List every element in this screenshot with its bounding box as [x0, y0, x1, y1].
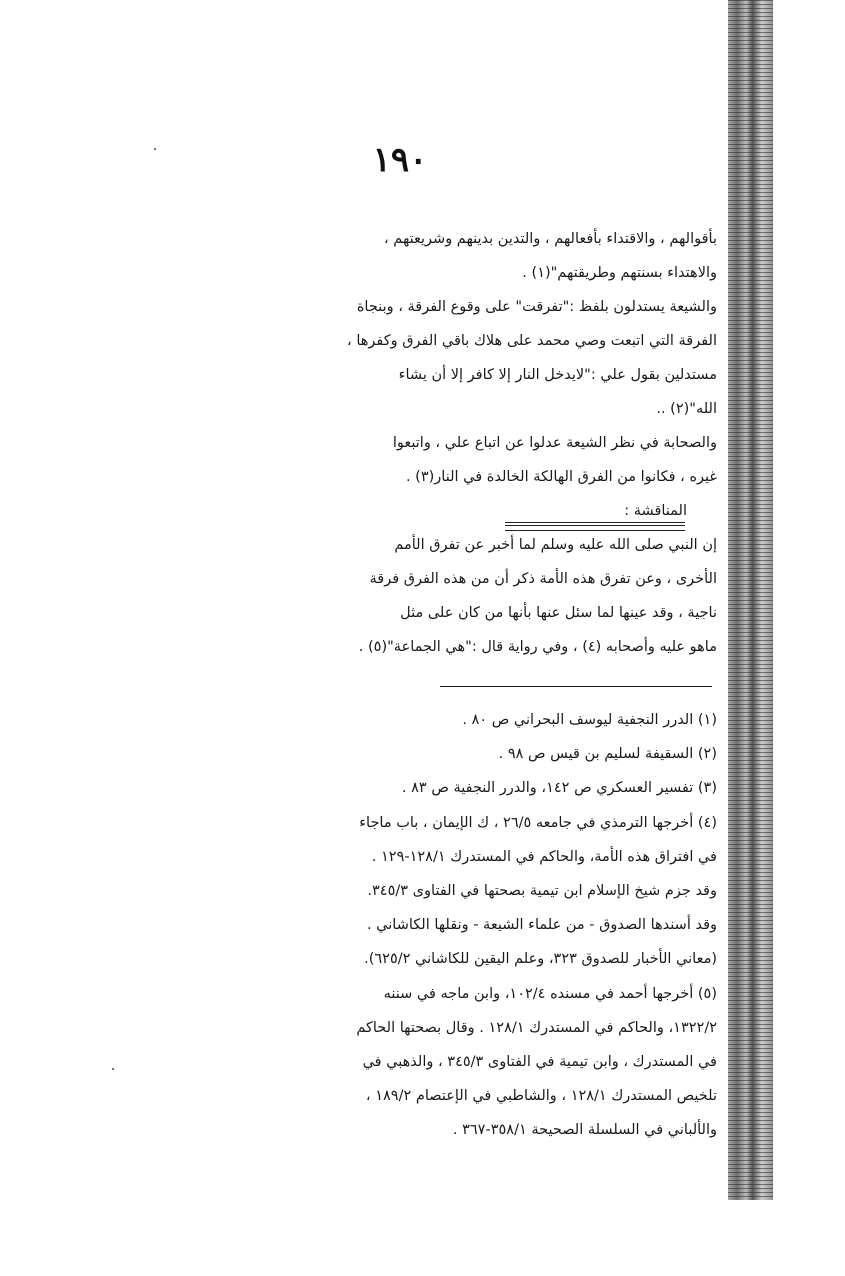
body-line: بأقوالهم ، والاقتداء بأفعالهم ، والتدين بدينهم وشريعتهم ، — [384, 231, 717, 247]
discussion-line: الأخرى ، وعن تفرق هذه الأمة ذكر أن من هذه الفرق فرقة — [369, 571, 717, 587]
footnote-line: في افتراق هذه الأمة، والحاكم في المستدرك ١٢٨/١-١٢٩ . — [371, 848, 717, 865]
discussion-line: ناجية ، وقد عينها لما سئل عنها بأنها من كان على مثل — [400, 605, 717, 621]
footnote-line: في المستدرك ، وابن تيمية في الفتاوى ٣٤٥/٣ ، والذهبي في — [362, 1053, 717, 1070]
footnote-line: (١) الدرر النجفية ليوسف البحراني ص ٨٠ . — [462, 712, 717, 728]
footnote-separator — [440, 686, 712, 687]
footnotes — [95, 703, 717, 1147]
section-heading: المناقشة : — [624, 503, 687, 519]
body-line: والاهتداء بسنتهم وطريقتهم"(١) . — [522, 265, 717, 281]
body-text — [95, 222, 717, 664]
footnote-line: تلخيص المستدرك ١٢٨/١ ، والشاطبي في الإعتصام ١٨٩/٢ ، — [365, 1088, 717, 1105]
body-line: الله"(٢) .. — [656, 401, 717, 417]
discussion-line: ماهو عليه وأصحابه (٤) ، وفي رواية قال :"هي الجماعة"(٥) . — [358, 639, 717, 655]
footnote-line: والألباني في السلسلة الصحيحة ٣٥٨/١-٣٦٧ . — [452, 1122, 717, 1139]
footnote-line: (٢) السقيفة لسليم بن قيس ص ٩٨ . — [498, 746, 717, 763]
book-binding-edge — [728, 0, 773, 1200]
discussion-line: إن النبي صلى الله عليه وسلم لما أخبر عن تفرق الأمم — [394, 537, 717, 553]
footnote-line: (معاني الأخبار للصدوق ٣٢٣، وعلم اليقين للكاشاني ٦٢٥/٢). — [364, 951, 717, 968]
footnote-line: ١٣٢٢/٢، والحاكم في المستدرك ١٢٨/١ . وقال بصحتها الحاكم — [356, 1019, 717, 1036]
body-line: الفرقة التي اتبعت وصي محمد على هلاك باقي الفرق وكفرها ، — [347, 333, 717, 349]
body-line: غيره ، فكانوا من الفرق الهالكة الخالدة في النار(٣) . — [405, 469, 717, 485]
page-number: ١٩٠ — [372, 140, 428, 180]
scan-speck — [154, 148, 156, 150]
footnote-line: وقد أسندها الصدوق - من علماء الشيعة - ونقلها الكاشاني . — [366, 917, 717, 934]
body-line: والشيعة يستدلون بلفظ :"تفرقت" على وقوع الفرقة ، وبنجاة — [356, 299, 717, 315]
footnote-line: وقد جزم شيخ الإسلام ابن تيمية بصحتها في الفتاوى ٣٤٥/٣. — [367, 882, 717, 899]
heading-double-underline — [505, 522, 685, 531]
footnote-line: (٥) أخرجها أحمد في مسنده ١٠٢/٤، وابن ماجه في سننه — [383, 985, 717, 1002]
footnote-line: (٣) تفسير العسكري ص ١٤٢، والدرر النجفية ص ٨٣ . — [401, 780, 717, 797]
body-line: مستدلين بقول علي :"لايدخل النار إلا كافر إلا أن يشاء — [398, 367, 717, 383]
body-line: والصحابة في نظر الشيعة عدلوا عن اتباع علي ، واتبعوا — [392, 435, 717, 451]
footnote-line: (٤) أخرجها الترمذي في جامعه ٢٦/٥ ، ك الإيمان ، باب ماجاء — [359, 814, 717, 831]
